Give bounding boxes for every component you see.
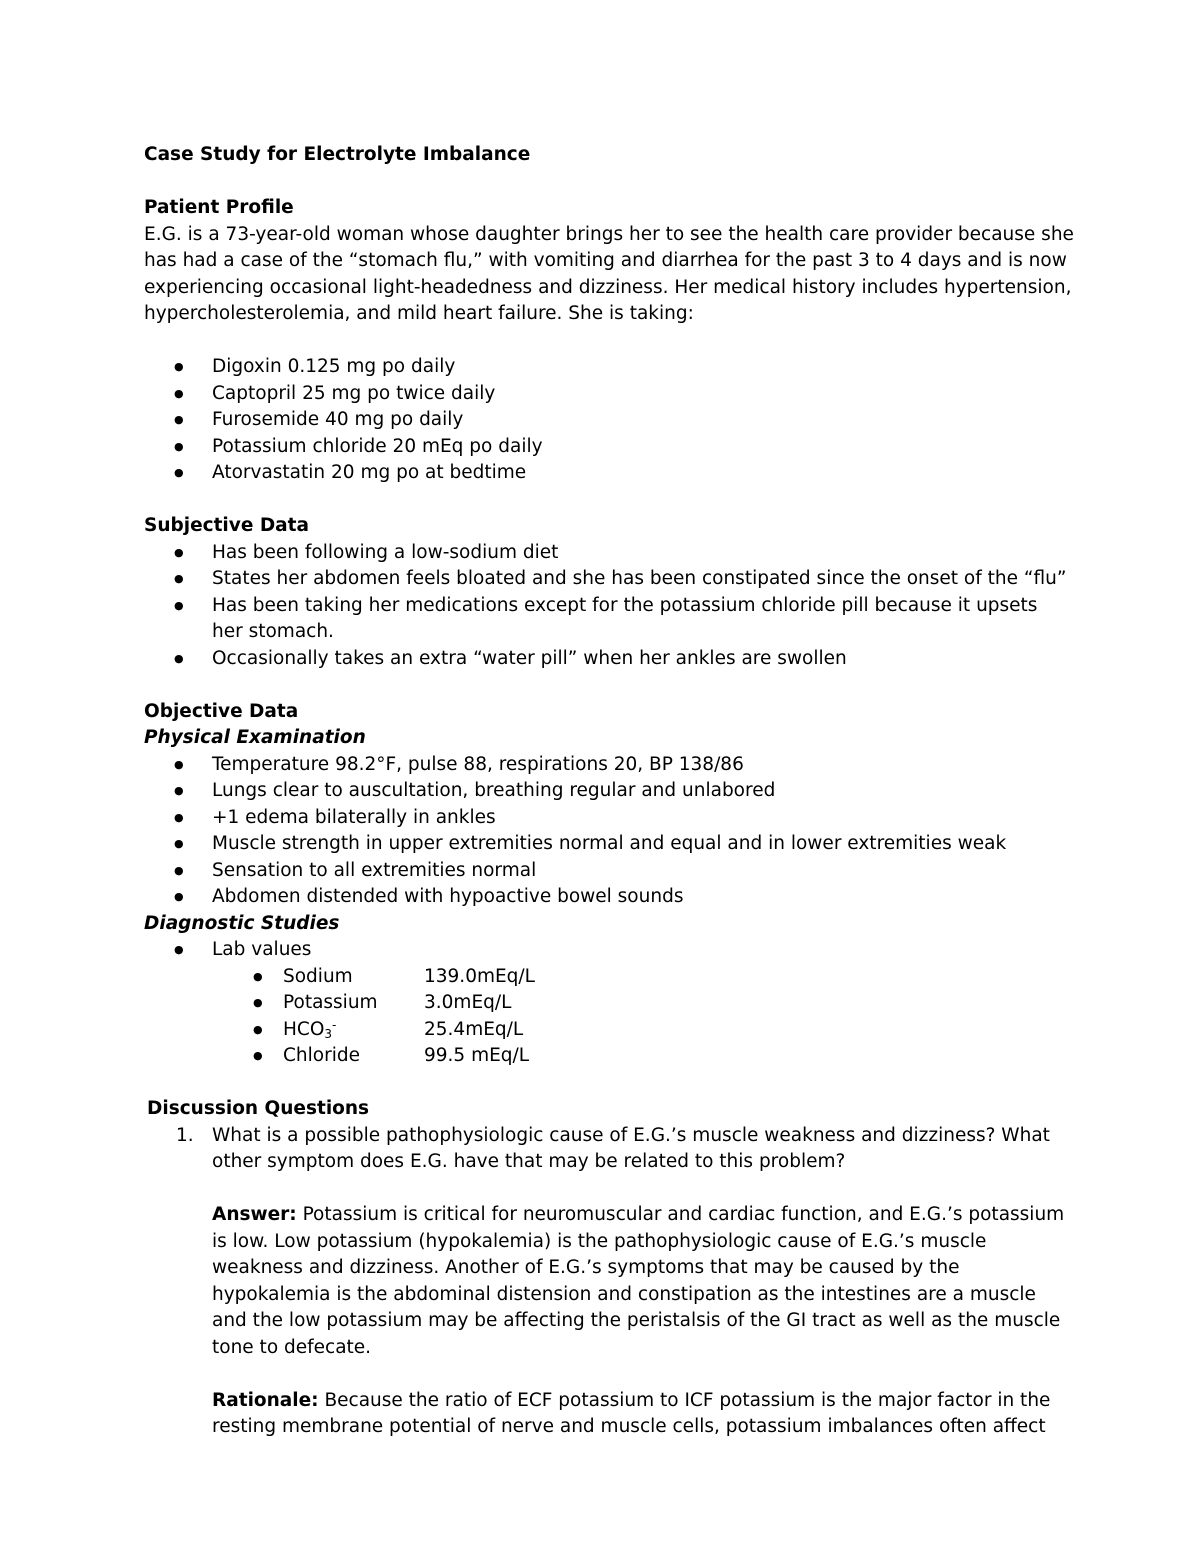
- question-text: What is a possible pathophysiologic cause of E.G.’s muscle weakness and dizziness? What other symptom does E.G. have that may be related to this problem?: [212, 1124, 1050, 1172]
- lab-value: 25.4mEq/L: [424, 1018, 524, 1040]
- lab-row: [144, 964, 1074, 991]
- medication-list: [144, 354, 1074, 487]
- lab-row: [144, 990, 1074, 1017]
- medication-item: ● Digoxin 0.125 mg po daily: [144, 354, 1074, 381]
- document-title: Case Study for Electrolyte Imbalance: [144, 144, 531, 165]
- lab-row: [144, 1017, 1074, 1044]
- lab-values-list: [144, 964, 1074, 1070]
- medication-item: ● Captopril 25 mg po twice daily: [144, 381, 1074, 408]
- lab-values-text: Lab values: [212, 939, 312, 960]
- lab-values-label: [144, 937, 1074, 964]
- subjective-data-list: [144, 540, 1074, 673]
- physical-exam-item: ● Sensation to all extremities normal: [144, 858, 1074, 885]
- lab-name-base: HCO: [283, 1018, 325, 1040]
- diagnostic-list: [144, 937, 1074, 964]
- answer-label: Answer:: [212, 1204, 297, 1225]
- lab-value: 99.5 mEq/L: [424, 1045, 530, 1066]
- patient-profile-heading: Patient Profile: [144, 197, 294, 218]
- physical-exam-item: ● Lungs clear to auscultation, breathing regular and unlabored: [144, 778, 1074, 805]
- lab-name: Potassium: [283, 992, 378, 1013]
- lab-row: [144, 1043, 1074, 1070]
- discussion-questions-heading: Discussion Questions: [147, 1098, 370, 1119]
- physical-examination-heading: Physical Examination: [144, 727, 366, 748]
- physical-exam-item: ● Muscle strength in upper extremities normal and equal and in lower extremities weak: [144, 831, 1074, 858]
- answer-text: Potassium is critical for neuromuscular and cardiac function, and E.G.’s potassium is low. Low potassium (hypokalemia) is the pathophysiologic cause of E.G.’s muscle weakness and dizziness. Another of E.G.’s symptoms that may be caused by the hypokalemia is the abdominal distension and constipation as the intestines are a muscle and the low potassium may be affecting the peristalsis of the GI tract as well as the muscle tone to defecate.: [212, 1204, 1065, 1358]
- medication-item: ● Atorvastatin 20 mg po at bedtime: [144, 460, 1074, 487]
- lab-value: 139.0mEq/L: [424, 965, 535, 987]
- physical-exam-item: ● Abdomen distended with hypoactive bowel sounds: [144, 884, 1074, 911]
- diagnostic-studies-heading: Diagnostic Studies: [144, 912, 340, 934]
- discussion-question: [144, 1123, 1074, 1441]
- physical-exam-item: ● Temperature 98.2°F, pulse 88, respirations 20, BP 138/86: [144, 752, 1074, 779]
- question-number: 1.: [176, 1124, 194, 1146]
- physical-exam-item: ● +1 edema bilaterally in ankles: [144, 805, 1074, 832]
- subjective-item: ● Occasionally takes an extra “water pill” when her ankles are swollen: [144, 646, 1074, 673]
- discussion-question-list: [144, 1123, 1074, 1441]
- subjective-item: ● Has been following a low-sodium diet: [144, 540, 1074, 567]
- subjective-item: ● Has been taking her medications except for the potassium chloride pill because it upsets her stomach.: [144, 593, 1074, 646]
- rationale-label: Rationale:: [212, 1389, 319, 1411]
- lab-name-subscript: 3: [324, 1026, 333, 1041]
- objective-data-heading: Objective Data: [144, 700, 299, 722]
- medication-item: ● Potassium chloride 20 mEq po daily: [144, 434, 1074, 461]
- lab-name: Sodium: [283, 965, 353, 987]
- lab-name: [283, 1017, 424, 1044]
- patient-profile-text: E.G. is a 73-year-old woman whose daughter brings her to see the health care provider because she has had a case of the “stomach flu,” with vomiting and diarrhea for the past 3 to 4 days and is now experiencing occasional light-headedness and dizziness. Her medical history includes hypertension, hypercholesterolemia, and mild heart failure. She is taking:: [144, 223, 1074, 324]
- answer-paragraph: [212, 1202, 1074, 1361]
- lab-name-superscript: -: [332, 1017, 337, 1032]
- document-body: [144, 142, 1074, 1441]
- rationale-text: Because the ratio of ECF potassium to ICF potassium is the major factor in the resting membrane potential of nerve and muscle cells, potassium imbalances often affect: [212, 1389, 1051, 1437]
- subjective-item: ● States her abdomen feels bloated and she has been constipated since the onset of the “flu”: [144, 566, 1074, 593]
- medication-item: ● Furosemide 40 mg po daily: [144, 407, 1074, 434]
- rationale-paragraph: [212, 1388, 1074, 1441]
- subjective-data-heading: Subjective Data: [144, 515, 309, 536]
- physical-exam-list: [144, 752, 1074, 911]
- lab-name: Chloride: [283, 1045, 360, 1066]
- lab-value: 3.0mEq/L: [424, 992, 512, 1013]
